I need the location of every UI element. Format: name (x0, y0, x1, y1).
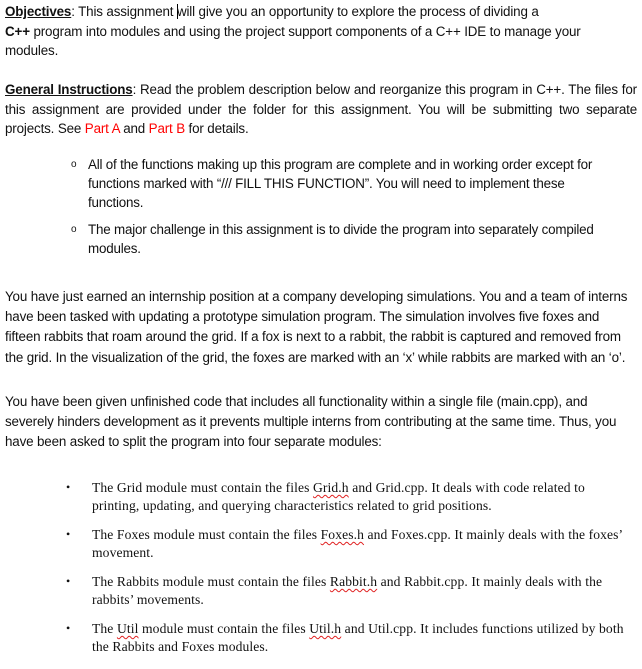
module-text: and Foxes.cpp. It mainly deals with the foxes’ movement. (92, 527, 623, 560)
bullet-icon: • (66, 574, 71, 588)
part-a-link: Part A (84, 121, 120, 136)
module-text: The (92, 621, 117, 636)
sub-bullet-text: The major challenge in this assignment is to divide the program into separately compiled modules. (88, 222, 594, 256)
task-text: You have been given unfinished code that includes all functionality within a single file (main.cpp), and severely hinders development as it prevents multiple interns from contributing at the same time. Thus, you have been asked to split the program into four separate modules: (5, 394, 617, 450)
bullet-icon: • (66, 480, 71, 494)
module-item-foxes (66, 526, 632, 561)
general-tail: for details. (184, 121, 249, 136)
bullet-icon: • (66, 621, 71, 635)
spellcheck-flagged-word: Foxes.h (320, 527, 365, 542)
general-instructions-paragraph (5, 80, 637, 139)
part-b-link: Part B (148, 121, 185, 136)
objectives-text-2: will give you an opportunity to explore the process of dividing a (176, 4, 539, 19)
objectives-label: Objectives (5, 4, 72, 19)
sub-bullet-item (71, 155, 608, 212)
spellcheck-flagged-word: Grid.h (312, 480, 349, 495)
spellcheck-flagged-word: Rabbit.h (329, 574, 378, 589)
module-item-util (66, 620, 632, 655)
objectives-text-1: : This assignment (71, 4, 177, 19)
module-text: module must contain the files (138, 621, 310, 636)
spellcheck-flagged-word: Util (116, 621, 139, 636)
module-item-grid (66, 479, 632, 514)
module-text: The Foxes module must contain the files (92, 527, 321, 542)
module-text: and Grid.cpp. It deals with code related to printing, updating, and querying characteristics related to grid positions. (92, 480, 585, 513)
task-paragraph (5, 392, 637, 453)
hollow-bullet-icon: o (71, 224, 77, 235)
module-text: The Grid module must contain the files (92, 480, 313, 495)
module-item-rabbits (66, 573, 632, 608)
hollow-bullet-icon: o (71, 159, 77, 170)
intro-text: You have just earned an internship position at a company developing simulations. You and a team of interns have been tasked with updating a prototype simulation program. The simulation involves five foxes and fifteen rabbits that roam around the grid. If a fox is next to a rabbit, the rabbit is captured and removed from the grid. In the visualization of the grid, the foxes are marked with an ‘x’ while rabbits are marked with an ‘o’. (5, 289, 628, 365)
objectives-paragraph (5, 2, 637, 61)
general-and: and (119, 121, 149, 136)
objectives-text-3: program into modules and using the project support components of a C++ IDE to manage your modules. (5, 23, 581, 58)
sub-bullet-text: All of the functions making up this program are complete and in working order except for functions marked with “/// FILL THIS FUNCTION”. You will need to implement these functions. (88, 157, 593, 210)
spellcheck-flagged-word: Util.h (309, 621, 342, 636)
general-instructions-label: General Instructions (5, 82, 133, 97)
module-text: The Rabbits module must contain the files (92, 574, 330, 589)
module-text: and Rabbit.cpp. It mainly deals with the rabbits’ movements. (92, 574, 603, 607)
module-text: and Util.cpp. It includes functions utilized by both the Rabbits and Foxes modules. (92, 621, 624, 654)
bullet-icon: • (66, 527, 71, 541)
sub-bullet-item (71, 220, 608, 258)
cpp-bold: C++ (5, 23, 30, 39)
intro-paragraph (5, 287, 637, 368)
general-text: : Read the problem description below and reorganize this program in C++. The files for this assignment are provided under the folder for this assignment. You will be submitting two separate projects. See (5, 82, 637, 136)
